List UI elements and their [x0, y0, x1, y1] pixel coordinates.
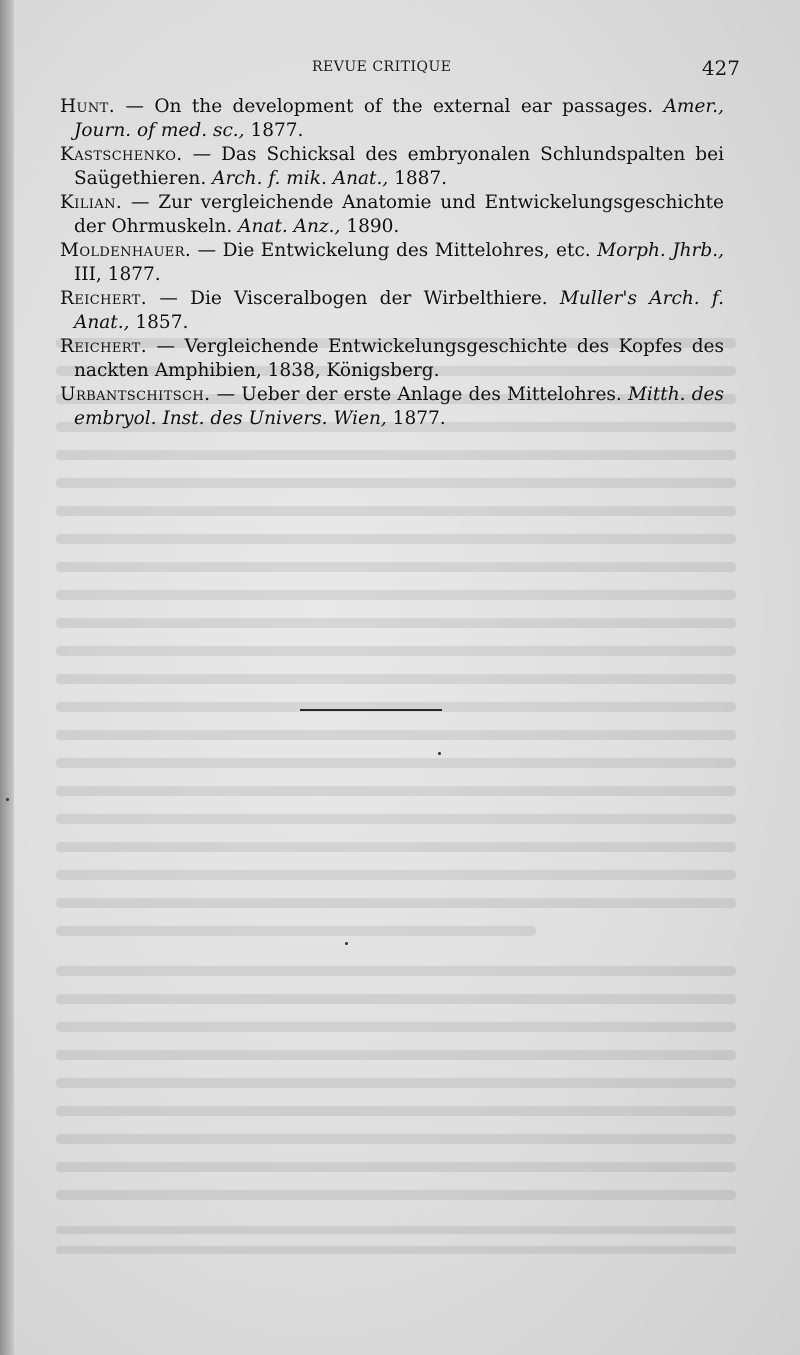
reference-entry — [60, 143, 724, 191]
reference-title: — Die Entwickelung des Mittelohres, etc. — [191, 240, 598, 261]
reference-title: — Die Visceralbogen der Wirbelthiere. — [147, 288, 560, 309]
reference-entry — [60, 287, 724, 335]
running-head: REVUE CRITIQUE — [312, 59, 452, 75]
reference-title: — Das Schicksal des embryonalen Schlundspalten bei Saügethieren. — [74, 144, 724, 189]
print-speck — [345, 942, 348, 945]
reference-author: Reichert. — [60, 336, 148, 357]
reference-source: Muller's Arch. f. Anat., — [74, 288, 724, 333]
reference-year: 1877. — [244, 120, 304, 141]
section-rule — [300, 709, 442, 711]
reference-author: Moldenhauer. — [60, 240, 192, 261]
reference-source: Anat. Anz., — [238, 216, 341, 237]
reference-title: — On the development of the external ear passages. — [115, 96, 664, 117]
reference-year: 1887. — [388, 168, 448, 189]
reference-year: 1857. — [129, 312, 189, 333]
reference-author: Urbantschitsch. — [60, 384, 211, 405]
reference-entry — [60, 335, 724, 383]
reference-author: Kilian. — [60, 192, 123, 213]
reference-year: 1890. — [340, 216, 400, 237]
reference-title: — Ueber der erste Anlage des Mittelohres. — [210, 384, 628, 405]
reference-source: Morph. Jhrb., — [597, 240, 724, 261]
reference-author: Reichert. — [60, 288, 148, 309]
reference-title: — Zur vergleichende Anatomie und Entwickelungsgeschichte der Ohrmuskeln. — [74, 192, 724, 237]
print-speck — [6, 798, 9, 801]
bibliography — [60, 95, 724, 431]
reference-entry — [60, 239, 724, 287]
reference-year: III, 1877. — [74, 264, 161, 285]
page-number: 427 — [701, 56, 740, 80]
reference-source: Amer., Journ. of med. sc., — [74, 96, 724, 141]
reference-year: 1877. — [386, 408, 446, 429]
reference-source: Arch. f. mik. Anat., — [212, 168, 389, 189]
reference-author: Kastschenko. — [60, 144, 183, 165]
page-edge-shadow — [0, 0, 14, 1355]
reference-entry — [60, 191, 724, 239]
reference-source: Mitth. des embryol. Inst. des Univers. Wien, — [74, 384, 724, 429]
reference-entry — [60, 383, 724, 431]
reference-title: — Vergleichende Entwickelungsgeschichte des Kopfes des nackten Amphibien, 1838, Königsberg. — [74, 336, 724, 381]
reference-author: Hunt. — [60, 96, 116, 117]
reference-entry — [60, 95, 724, 143]
page-header — [60, 56, 740, 84]
print-speck — [438, 752, 441, 755]
